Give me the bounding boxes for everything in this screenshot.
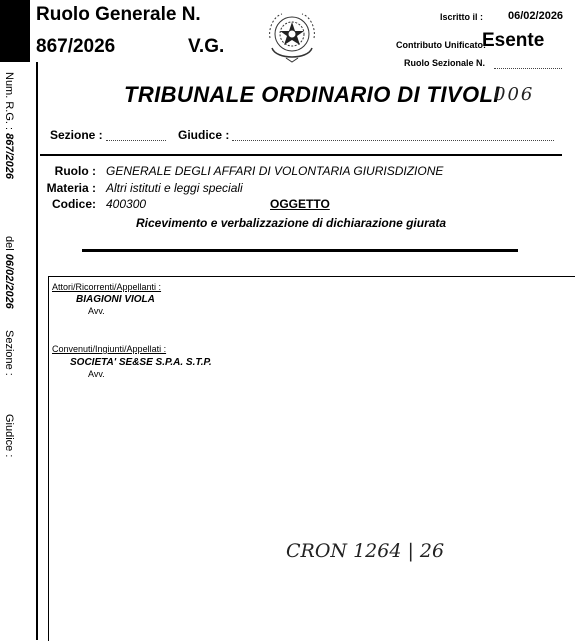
oggetto-description: Ricevimento e verbalizzazione di dichiarazione giurata	[136, 216, 447, 230]
convenuti-heading: Convenuti/Ingiunti/Appellati :	[52, 344, 167, 354]
handwritten-number: 006	[494, 84, 535, 105]
margin-rule	[36, 62, 38, 640]
attori-heading: Attori/Ricorrenti/Appellanti :	[52, 282, 162, 292]
sidebar-num-rg-label: Num. R.G. :	[3, 72, 15, 131]
divider	[40, 154, 562, 156]
codice-label: Codice:	[51, 197, 96, 211]
ruolo-label: Ruolo :	[54, 164, 96, 178]
sidebar-del	[3, 236, 15, 309]
divider-thick	[82, 249, 518, 252]
ruolo-sezionale-field	[494, 68, 562, 69]
italian-republic-emblem-icon	[266, 8, 318, 64]
iscritto-label: Iscritto il :	[440, 12, 484, 22]
giudice-label: Giudice :	[178, 128, 230, 142]
attore-name: BIAGIONI VIOLA	[76, 294, 155, 305]
sidebar-giudice-label: Giudice :	[3, 414, 15, 458]
sidebar-num-rg-value: 867/2026	[3, 133, 15, 180]
contributo-value: Esente	[482, 30, 545, 51]
sidebar-sezione-label: Sezione :	[3, 330, 15, 376]
materia-value: Altri istituti e leggi speciali	[106, 181, 243, 195]
giudice-field	[232, 140, 554, 141]
oggetto-heading: OGGETTO	[270, 197, 330, 211]
sidebar-num-rg	[3, 72, 15, 179]
materia-label: Materia :	[46, 181, 96, 195]
sezione-label: Sezione :	[50, 128, 103, 142]
attore-avvocato: Avv.	[88, 306, 105, 316]
contributo-label: Contributo Unificato:	[396, 40, 486, 50]
codice-value: 400300	[106, 197, 147, 211]
court-title: TRIBUNALE ORDINARIO DI TIVOLI	[124, 82, 500, 107]
header-ruolo-generale: Ruolo Generale N.	[36, 4, 201, 25]
ruolo-sezionale-label: Ruolo Sezionale N.	[404, 58, 486, 68]
iscritto-date: 06/02/2026	[508, 10, 564, 22]
handwritten-note: CRON 1264 | 26	[286, 540, 445, 562]
header-tipo: V.G.	[188, 36, 225, 57]
header-numero: 867/2026	[36, 36, 116, 57]
sidebar-del-value: 06/02/2026	[3, 253, 15, 309]
parties-box	[48, 276, 575, 641]
sezione-field	[106, 140, 166, 141]
sidebar-del-label: del	[3, 236, 15, 251]
black-margin-strip	[0, 0, 30, 62]
convenuto-avvocato: Avv.	[88, 369, 105, 379]
convenuto-name: SOCIETA' SE&SE S.P.A. S.T.P.	[70, 357, 212, 368]
ruolo-value: GENERALE DEGLI AFFARI DI VOLONTARIA GIURISDIZIONE	[106, 164, 444, 178]
